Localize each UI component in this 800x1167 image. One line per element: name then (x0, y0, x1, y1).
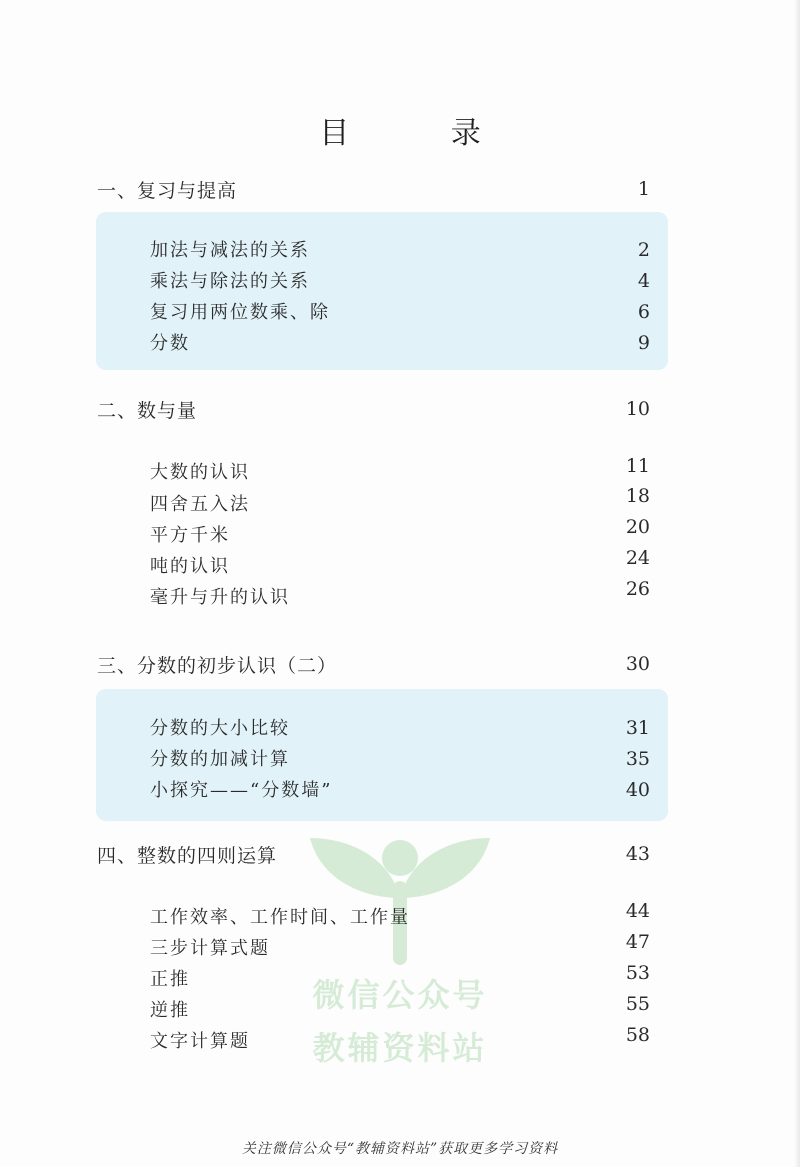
section-title-4[interactable]: 四、整数的四则运算 (97, 845, 278, 867)
toc-entry[interactable]: 加法与减法的关系 (150, 240, 310, 261)
section-title-1[interactable]: 一、复习与提高 (97, 180, 238, 202)
toc-entry[interactable]: 分数的大小比较 (150, 718, 290, 739)
toc-entry[interactable]: 三步计算式题 (150, 938, 270, 959)
sprout-logo-icon (290, 818, 510, 968)
toc-entry[interactable]: 大数的认识 (150, 462, 250, 483)
toc-entry-page: 58 (625, 1024, 650, 1046)
toc-entry[interactable]: 平方千米 (150, 525, 230, 546)
toc-entry-page: 44 (625, 900, 650, 922)
toc-entry-page: 6 (637, 301, 650, 323)
watermark (290, 818, 510, 1083)
section-page-2: 10 (625, 398, 650, 420)
toc-entry[interactable]: 复习用两位数乘、除 (150, 302, 330, 323)
section-title-3[interactable]: 三、分数的初步认识（二） (97, 655, 338, 677)
toc-entry[interactable]: 四舍五入法 (150, 494, 250, 515)
toc-entry-page: 4 (637, 270, 650, 292)
toc-entry-page: 47 (625, 931, 650, 953)
page-title: 目 录 (319, 116, 527, 151)
watermark-line1: 微信公众号 (312, 976, 488, 1014)
toc-entry-page: 31 (625, 717, 650, 739)
watermark-line2: 教辅资料站 (312, 1029, 488, 1067)
toc-entry[interactable]: 正推 (150, 969, 190, 990)
section-title-2[interactable]: 二、数与量 (97, 400, 198, 422)
footer-note: 关注微信公众号“教辅资料站”获取更多学习资料 (241, 1141, 559, 1157)
toc-entry-page: 35 (625, 748, 650, 770)
toc-entry-page: 40 (625, 779, 650, 801)
toc-entry-page: 53 (625, 962, 650, 984)
section-page-3: 30 (625, 653, 650, 675)
toc-entry[interactable]: 小探究——“分数墙” (150, 780, 333, 801)
toc-entry-page: 20 (625, 516, 650, 538)
section-page-4: 43 (625, 843, 650, 865)
toc-entry[interactable]: 分数 (150, 333, 190, 354)
page-edge-shadow (794, 0, 800, 1167)
toc-entry-page: 2 (637, 239, 650, 261)
toc-entry-page: 18 (625, 485, 650, 507)
section-page-1: 1 (637, 178, 650, 200)
toc-entry[interactable]: 文字计算题 (150, 1031, 250, 1052)
toc-entry-page: 24 (625, 547, 650, 569)
toc-entry[interactable]: 乘法与除法的关系 (150, 271, 310, 292)
toc-entry[interactable]: 工作效率、工作时间、工作量 (150, 907, 410, 928)
toc-entry[interactable]: 毫升与升的认识 (150, 587, 290, 608)
toc-entry-page: 9 (637, 332, 650, 354)
toc-entry-page: 55 (625, 993, 650, 1015)
toc-entry[interactable]: 吨的认识 (150, 556, 230, 577)
toc-entry[interactable]: 分数的加减计算 (150, 749, 290, 770)
toc-entry[interactable]: 逆推 (150, 1000, 190, 1021)
toc-entry-page: 26 (625, 578, 650, 600)
toc-entry-page: 11 (625, 455, 650, 477)
